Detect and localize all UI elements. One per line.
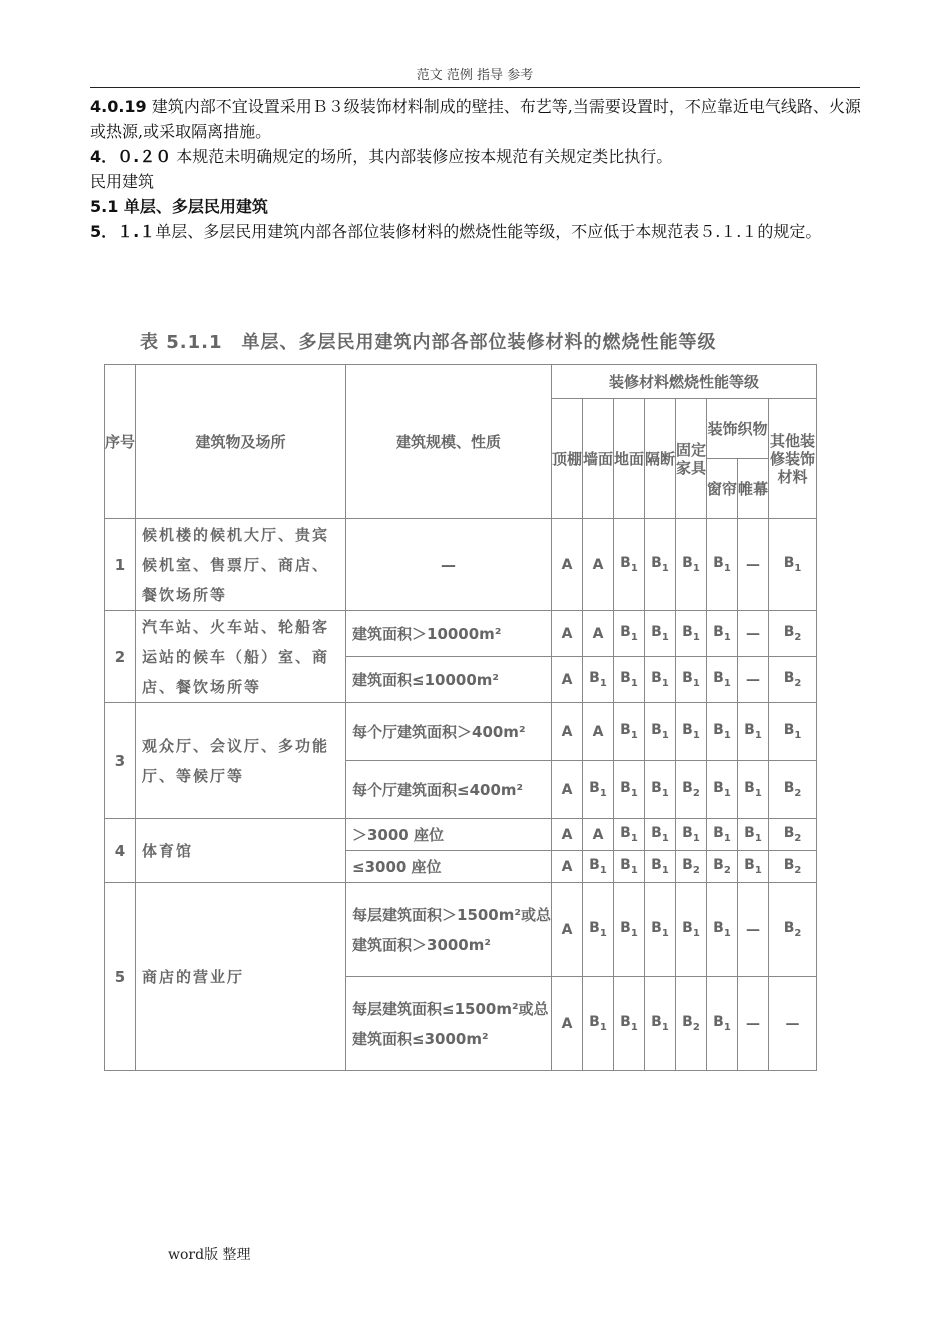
- section-heading: 5.1 单层、多层民用建筑: [90, 197, 268, 216]
- cell-grade: A: [552, 611, 583, 657]
- cell-grade: $B_1$: [583, 761, 614, 819]
- header-scale: 建筑规模、性质: [346, 365, 552, 519]
- clause-text: 本规范未明确规定的场所，其内部装修应按本规范有关规定类比执行。: [171, 147, 673, 166]
- section-label: 民用建筑: [90, 172, 155, 191]
- cell-grade: —: [769, 977, 817, 1071]
- cell-grade: $B_1$: [707, 761, 738, 819]
- clause-text: 建筑内部不宜设置采用Ｂ３级装饰材料制成的壁挂、布艺等,当需要设置时，不应靠近电气线路、火源或热源,或采取隔离措施。: [90, 97, 861, 141]
- cell-grade: $B_1$: [738, 851, 769, 883]
- header-seq: 序号: [105, 365, 136, 519]
- cell-grade: $B_2$: [707, 851, 738, 883]
- cell-grade: $B_1$: [645, 761, 676, 819]
- cell-grade: $B_2$: [769, 819, 817, 851]
- cell-grade: A: [552, 819, 583, 851]
- cell-grade: $B_1$: [707, 657, 738, 703]
- cell-seq: 1: [105, 519, 136, 611]
- header-wall: 墙面: [583, 399, 614, 519]
- table-row: [105, 883, 817, 977]
- cell-scale: —: [346, 519, 552, 611]
- cell-grade: $B_1$: [614, 761, 645, 819]
- cell-grade: $B_1$: [769, 703, 817, 761]
- cell-grade: $B_1$: [614, 657, 645, 703]
- clause-text: 单层、多层民用建筑内部各部位装修材料的燃烧性能等级，不应低于本规范表５.１.１的规定。: [155, 222, 822, 241]
- cell-grade: $B_1$: [707, 703, 738, 761]
- cell-scale: ≤3000 座位: [346, 851, 552, 883]
- cell-grade: $B_1$: [583, 657, 614, 703]
- table-row: [105, 819, 817, 851]
- fire-rating-table-wrap: [104, 364, 816, 1071]
- table-row: [105, 519, 817, 611]
- cell-grade: $B_1$: [769, 519, 817, 611]
- table-row: [105, 611, 817, 657]
- cell-grade: A: [552, 851, 583, 883]
- cell-grade: A: [583, 819, 614, 851]
- cell-grade: $B_1$: [645, 819, 676, 851]
- cell-grade: $B_1$: [614, 703, 645, 761]
- header-ceiling: 顶棚: [552, 399, 583, 519]
- cell-grade: $B_1$: [676, 657, 707, 703]
- clause-4-0-20: [90, 144, 866, 169]
- cell-grade: A: [552, 657, 583, 703]
- cell-place: 观众厅、会议厅、多功能厅、等候厅等: [136, 703, 346, 819]
- cell-grade: A: [552, 519, 583, 611]
- cell-grade: $B_1$: [614, 611, 645, 657]
- cell-grade: $B_2$: [769, 611, 817, 657]
- clause-5-1-1: [90, 219, 866, 244]
- cell-grade: $B_1$: [645, 883, 676, 977]
- cell-place: 汽车站、火车站、轮船客运站的候车（船）室、商店、餐饮场所等: [136, 611, 346, 703]
- cell-grade: A: [583, 611, 614, 657]
- document-body: [90, 94, 866, 244]
- header-grade: 装修材料燃烧性能等级: [552, 365, 817, 399]
- table-caption: 表 5.1.1 单层、多层民用建筑内部各部位装修材料的燃烧性能等级: [140, 332, 717, 353]
- cell-scale: 每个厅建筑面积≤400m²: [346, 761, 552, 819]
- cell-grade: $B_2$: [769, 851, 817, 883]
- cell-grade: $B_1$: [738, 819, 769, 851]
- cell-grade: $B_1$: [614, 851, 645, 883]
- cell-scale: ＞3000 座位: [346, 819, 552, 851]
- cell-seq: 2: [105, 611, 136, 703]
- cell-grade: A: [552, 703, 583, 761]
- cell-grade: $B_1$: [645, 657, 676, 703]
- clause-4-0-19: [90, 94, 866, 144]
- cell-grade: $B_1$: [614, 819, 645, 851]
- cell-grade: $B_1$: [707, 611, 738, 657]
- cell-grade: $B_1$: [738, 761, 769, 819]
- cell-grade: A: [552, 761, 583, 819]
- cell-grade: $B_1$: [614, 883, 645, 977]
- header-other: 其他装修装饰材料: [769, 399, 817, 519]
- page-footer: word版 整理: [168, 1247, 251, 1263]
- cell-grade: $B_1$: [707, 977, 738, 1071]
- header-drape: 帷幕: [738, 459, 769, 519]
- cell-grade: $B_1$: [583, 883, 614, 977]
- cell-scale: 每个厅建筑面积＞400m²: [346, 703, 552, 761]
- clause-number: 4．０.２０: [90, 147, 172, 166]
- cell-grade: $B_1$: [645, 703, 676, 761]
- cell-grade: A: [583, 703, 614, 761]
- cell-grade: —: [738, 657, 769, 703]
- cell-grade: $B_2$: [769, 883, 817, 977]
- cell-grade: $B_2$: [676, 761, 707, 819]
- cell-scale: 每层建筑面积＞1500m²或总建筑面积＞3000m²: [346, 883, 552, 977]
- cell-grade: A: [552, 977, 583, 1071]
- cell-grade: $B_1$: [645, 611, 676, 657]
- header-floor: 地面: [614, 399, 645, 519]
- cell-grade: $B_1$: [676, 819, 707, 851]
- cell-seq: 5: [105, 883, 136, 1071]
- cell-grade: $B_1$: [707, 519, 738, 611]
- cell-place: 候机楼的候机大厅、贵宾候机室、售票厅、商店、餐饮场所等: [136, 519, 346, 611]
- cell-grade: —: [738, 977, 769, 1071]
- cell-grade: $B_2$: [769, 761, 817, 819]
- cell-grade: $B_1$: [707, 819, 738, 851]
- page-header: 范文 范例 指导 参考: [90, 64, 860, 88]
- table-row: [105, 703, 817, 761]
- cell-grade: —: [738, 611, 769, 657]
- cell-seq: 3: [105, 703, 136, 819]
- cell-grade: $B_2$: [676, 851, 707, 883]
- clause-number: 4.0.19: [90, 97, 147, 116]
- cell-grade: A: [552, 883, 583, 977]
- header-place: 建筑物及场所: [136, 365, 346, 519]
- cell-grade: $B_1$: [707, 883, 738, 977]
- cell-grade: $B_2$: [769, 657, 817, 703]
- cell-seq: 4: [105, 819, 136, 883]
- cell-grade: $B_1$: [645, 977, 676, 1071]
- cell-scale: 建筑面积＞10000m²: [346, 611, 552, 657]
- cell-scale: 每层建筑面积≤1500m²或总建筑面积≤3000m²: [346, 977, 552, 1071]
- cell-grade: $B_1$: [738, 703, 769, 761]
- cell-grade: $B_2$: [676, 977, 707, 1071]
- cell-grade: —: [738, 519, 769, 611]
- cell-grade: $B_1$: [676, 611, 707, 657]
- cell-place: 体育馆: [136, 819, 346, 883]
- cell-grade: $B_1$: [645, 519, 676, 611]
- header-fabric: 装饰织物: [707, 399, 769, 459]
- cell-grade: $B_1$: [583, 851, 614, 883]
- cell-grade: $B_1$: [676, 519, 707, 611]
- cell-scale: 建筑面积≤10000m²: [346, 657, 552, 703]
- cell-place: 商店的营业厅: [136, 883, 346, 1071]
- header-partition: 隔断: [645, 399, 676, 519]
- cell-grade: A: [583, 519, 614, 611]
- clause-number: 5．１.１: [90, 222, 156, 241]
- cell-grade: $B_1$: [645, 851, 676, 883]
- cell-grade: $B_1$: [614, 977, 645, 1071]
- header-curtain: 窗帘: [707, 459, 738, 519]
- cell-grade: $B_1$: [676, 883, 707, 977]
- header-furniture: 固定家具: [676, 399, 707, 519]
- cell-grade: $B_1$: [583, 977, 614, 1071]
- cell-grade: $B_1$: [614, 519, 645, 611]
- fire-rating-table: [104, 364, 817, 1071]
- cell-grade: $B_1$: [676, 703, 707, 761]
- table-body: [105, 519, 817, 1071]
- cell-grade: —: [738, 883, 769, 977]
